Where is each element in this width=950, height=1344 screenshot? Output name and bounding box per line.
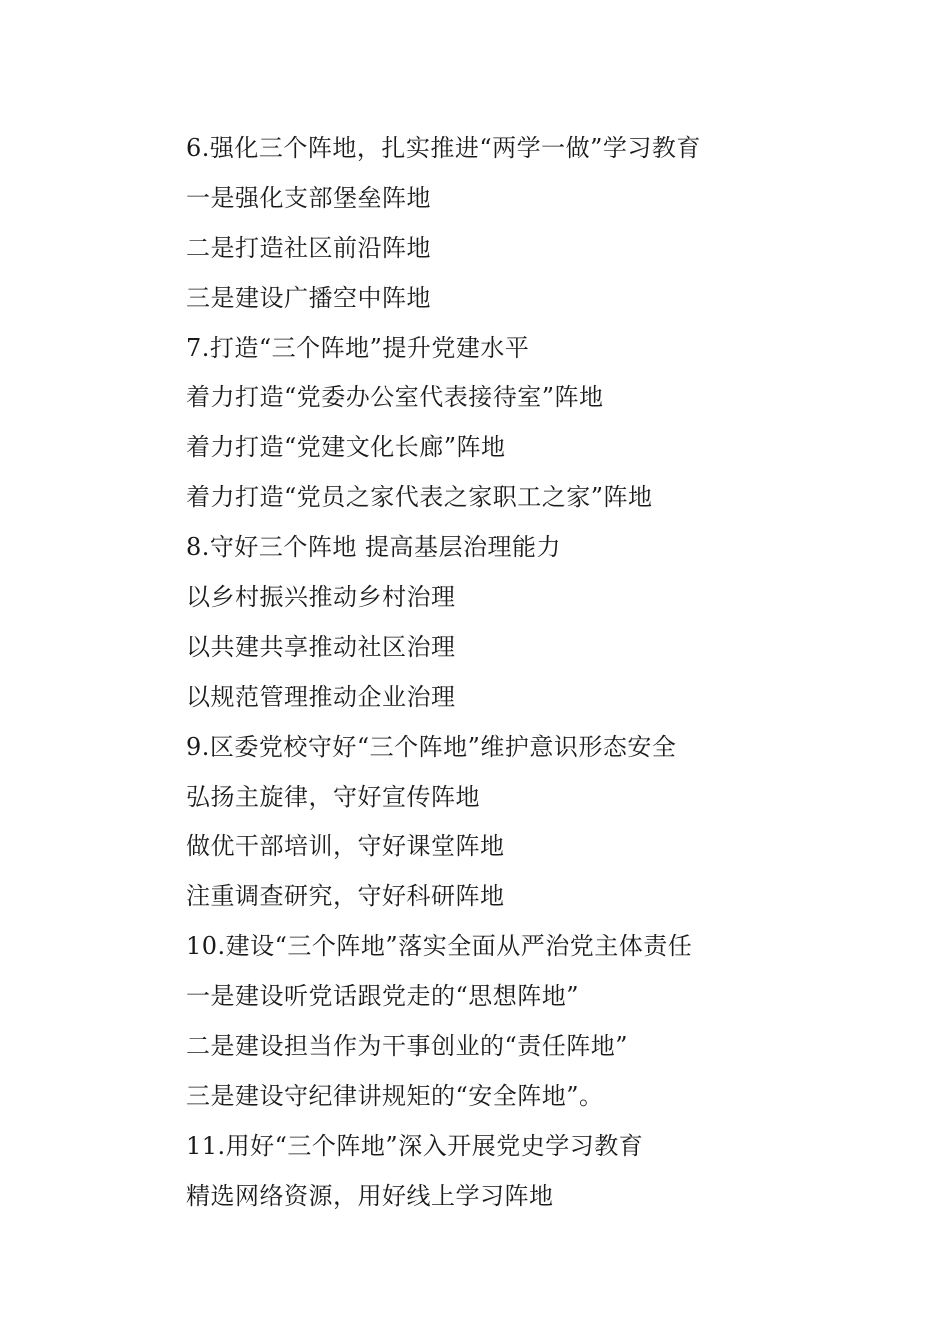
text-line: 一是强化支部堡垒阵地 <box>186 183 431 212</box>
text-line: 以乡村振兴推动乡村治理 <box>186 583 456 612</box>
text-line: 以共建共享推动社区治理 <box>186 632 456 661</box>
text-line: 着力打造“党委办公室代表接待室”阵地 <box>186 383 604 412</box>
heading-10: 10.建设“三个阵地”落实全面从严治党主体责任 <box>186 932 693 961</box>
text-line: 着力打造“党建文化长廊”阵地 <box>186 433 506 462</box>
text-line: 二是打造社区前沿阵地 <box>186 233 431 262</box>
document-body <box>186 124 886 1222</box>
text-line: 做优干部培训，守好课堂阵地 <box>186 832 505 861</box>
heading-11: 11.用好“三个阵地”深入开展党史学习教育 <box>186 1131 644 1160</box>
text-line: 一是建设听党话跟党走的“思想阵地” <box>186 982 580 1011</box>
text-line: 精选网络资源，用好线上学习阵地 <box>186 1181 554 1210</box>
text-line: 三是建设广播空中阵地 <box>186 283 431 312</box>
text-line: 三是建设守纪律讲规矩的“安全阵地”。 <box>186 1081 604 1110</box>
text-line: 二是建设担当作为干事创业的“责任阵地” <box>186 1032 629 1061</box>
text-line: 弘扬主旋律，守好宣传阵地 <box>186 782 480 811</box>
text-line: 注重调查研究，守好科研阵地 <box>186 882 505 911</box>
text-line: 以规范管理推动企业治理 <box>186 682 456 711</box>
heading-6: 6.强化三个阵地，扎实推进“两学一做”学习教育 <box>186 134 701 162</box>
heading-9: 9.区委党校守好“三个阵地”维护意识形态安全 <box>186 732 677 761</box>
heading-7: 7.打造“三个阵地”提升党建水平 <box>186 333 530 362</box>
text-line: 着力打造“党员之家代表之家职工之家”阵地 <box>186 483 653 512</box>
heading-8: 8.守好三个阵地 提高基层治理能力 <box>186 533 562 562</box>
